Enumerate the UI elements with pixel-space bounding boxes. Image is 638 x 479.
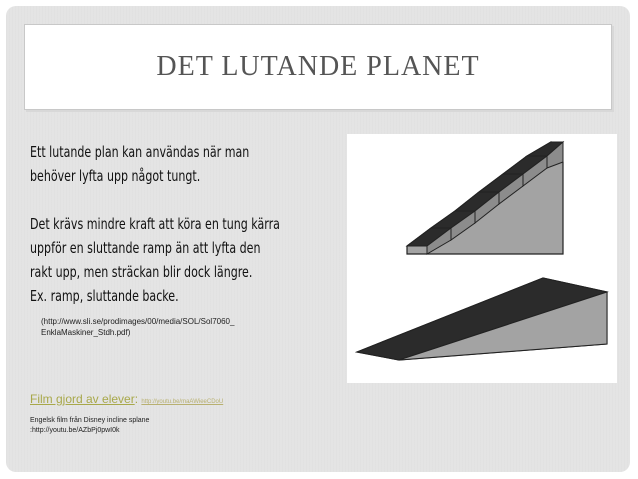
- slide: [6, 6, 630, 472]
- body-text: [30, 140, 360, 308]
- film-separator: :: [134, 392, 139, 406]
- english-line1: Engelsk film från Disney incline splane: [30, 417, 150, 424]
- paragraph2-line4: Ex. ramp, sluttande backe.: [30, 287, 179, 305]
- source-line1: (http://www.sli.se/prodimages/00/media/SOL/Sol7060_: [41, 317, 235, 326]
- film-link[interactable]: Film gjord av elever: [30, 392, 135, 406]
- ramp-image: [357, 278, 607, 360]
- illustration-panel: [347, 134, 617, 383]
- source-line2: EnklaMaskiner_Stdh.pdf): [41, 328, 131, 337]
- paragraph2-line3: rakt upp, men sträckan blir dock längre.: [30, 263, 253, 281]
- film-url-link[interactable]: http://youtu.be/maAWieeCDoU: [141, 399, 224, 405]
- paragraph1-line1: Ett lutande plan kan användas när man: [30, 143, 250, 161]
- source-citation: [41, 316, 281, 338]
- title-box: [24, 24, 612, 110]
- stairs-and-ramp-illustration: [347, 134, 617, 383]
- paragraph1-line2: behöver lyfta upp något tungt.: [30, 167, 201, 185]
- paragraph2-line2: uppför en sluttande ramp än att lyfta den: [30, 239, 261, 257]
- staircase-image: [407, 142, 563, 254]
- english-film-note: [30, 416, 250, 436]
- paragraph2-line1: Det krävs mindre kraft att köra en tung kärra: [30, 215, 280, 233]
- english-line2[interactable]: :http://youtu.be/AZbPj0pwI0k: [30, 427, 120, 434]
- film-line: [30, 392, 450, 406]
- slide-title: DET LUTANDE PLANET: [156, 51, 480, 82]
